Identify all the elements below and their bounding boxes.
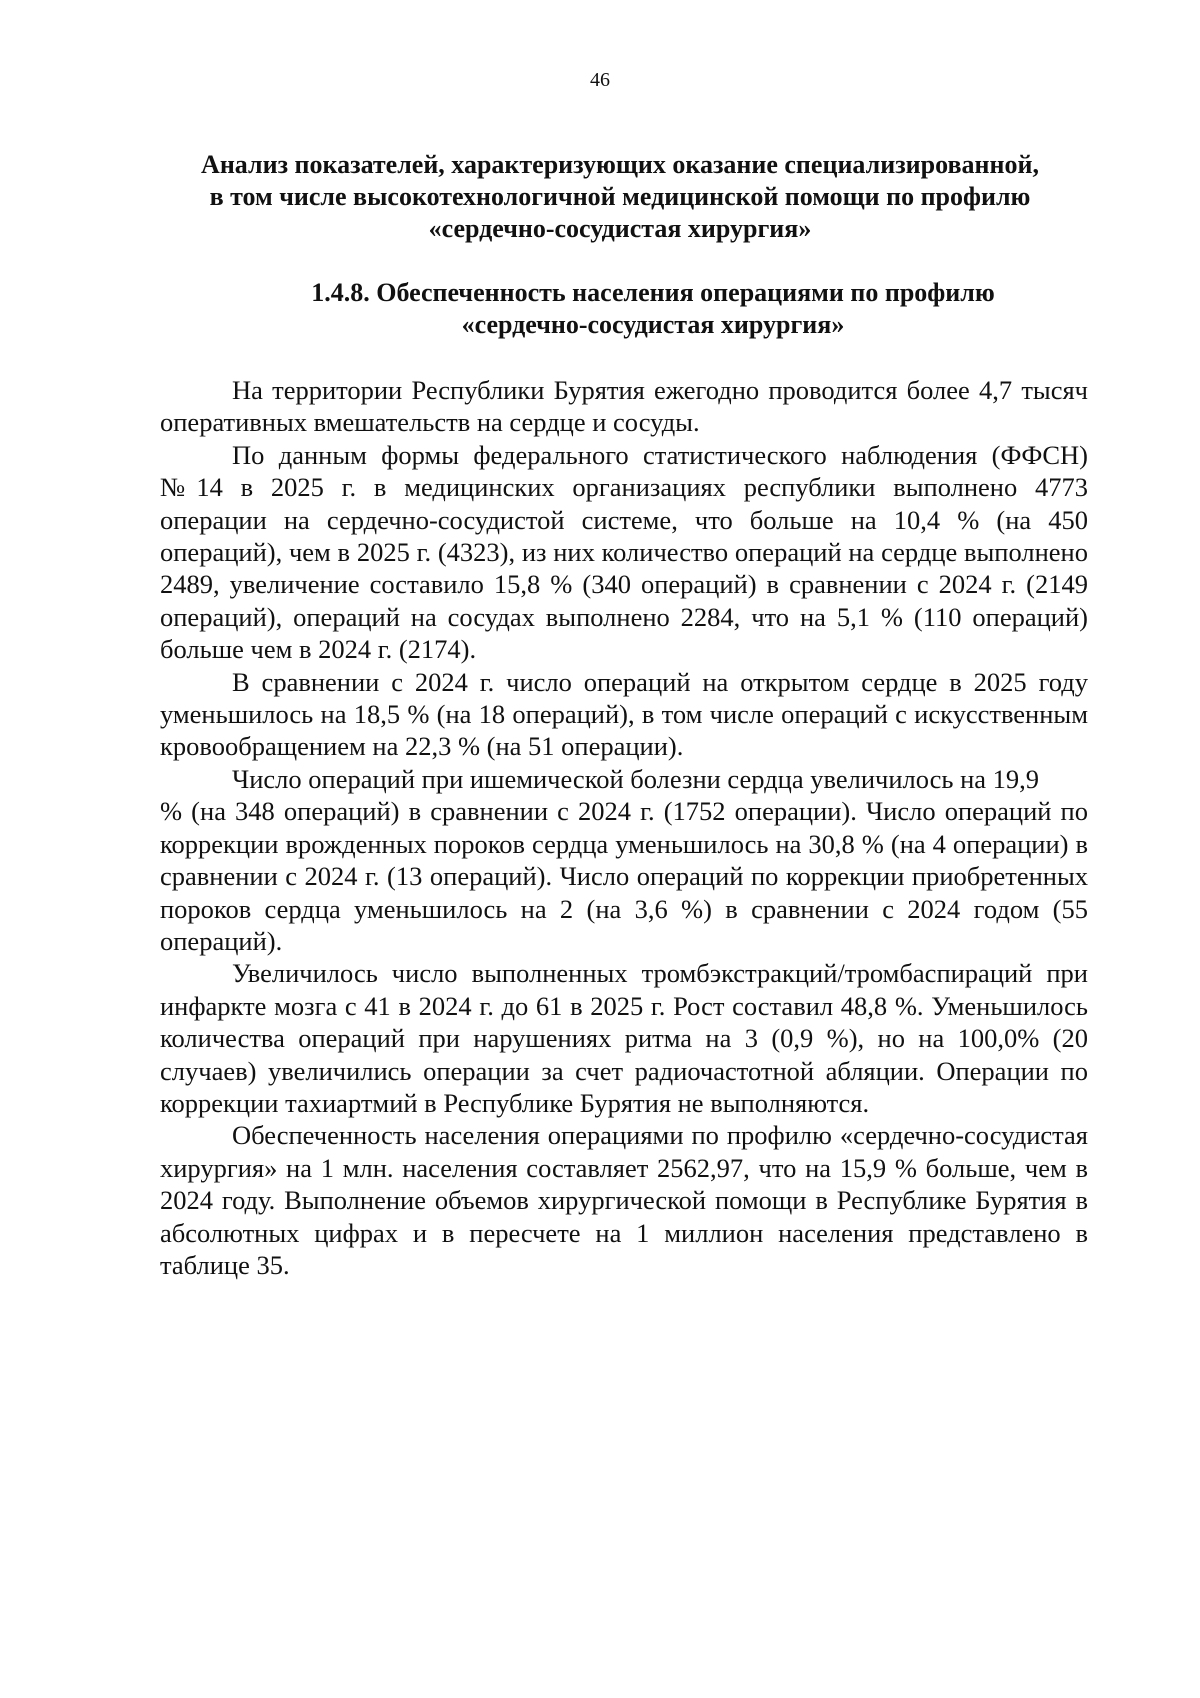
section-heading	[262, 277, 1044, 341]
document-title-line-2: в том числе высокотехнологичной медицинской помощи по профилю	[209, 182, 1031, 211]
paragraph: По данным формы федерального статистического наблюдения (ФФСН) №14 в 2025 г. в медицинских организациях республики выполнено 4773 операции на сердечно-сосудистой системе, что больше на 10,4 % (на 450 операций), чем в 2025 г. (4323), из них количество операций на сердце выполнено 2489, увеличение составило 15,8 % (340 операций) в сравнении с 2024 г. (2149 операций), операций на сосудах выполнено 2284, что на 5,1 % (110 операций) больше чем в 2024 г. (2174).	[160, 439, 1088, 665]
paragraph: Число операций при ишемической болезни сердца увеличилось на 19,9	[232, 763, 1040, 794]
page-number: 46	[590, 69, 610, 91]
document-title-line-1: Анализ показателей, характеризующих оказание специализированной,	[201, 150, 1039, 179]
paragraph: % (на 348 операций) в сравнении с 2024 г. (1752 операции). Число операций по коррекции врожденных пороков сердца уменьшилось на 30,8 % (на 4 операции) в сравнении с 2024 г. (13 операций). Число операций по коррекции приобретенных пороков сердца уменьшилось на 2 (на 3,6 %) в сравнении с 2024 годом (55 операций).	[160, 796, 1088, 956]
section-heading-line-1: 1.4.8. Обеспеченность населения операциями по профилю	[311, 278, 995, 307]
paragraph: В сравнении с 2024 г. число операций на открытом сердце в 2025 году уменьшилось на 18,5 % (на 18 операций), в том числе операций с искусственным кровообращением на 22,3 % (на 51 операции).	[160, 666, 1088, 762]
document-title	[150, 149, 1090, 245]
body-text	[160, 374, 1088, 1281]
paragraph: На территории Республики Бурятия ежегодно проводится более 4,7 тысяч оперативных вмешательств на сердце и сосуды.	[160, 375, 1088, 438]
document-title-line-3: «сердечно-сосудистая хирургия»	[428, 214, 812, 243]
section-heading-line-2: «сердечно-сосудистая хирургия»	[461, 310, 845, 339]
paragraph: Увеличилось число выполненных тромбэкстракций/тромбаспираций при инфаркте мозга с 41 в 2024 г. до 61 в 2025 г. Рост составил 48,8 %. Уменьшилось количества операций при нарушениях ритма на 3 (0,9 %), но на 100,0% (20 случаев) увеличились операции за счет радиочастотной абляции. Операции по коррекции тахиартмий в Республике Бурятия не выполняются.	[160, 958, 1088, 1118]
paragraph: Обеспеченность населения операциями по профилю «сердечно-сосудистая хирургия» на 1 млн. населения составляет 2562,97, что на 15,9 % больше, чем в 2024 году. Выполнение объемов хирургической помощи в Республике Бурятия в абсолютных цифрах и в пересчете на 1 миллион населения представлено в таблице 35.	[160, 1120, 1088, 1280]
